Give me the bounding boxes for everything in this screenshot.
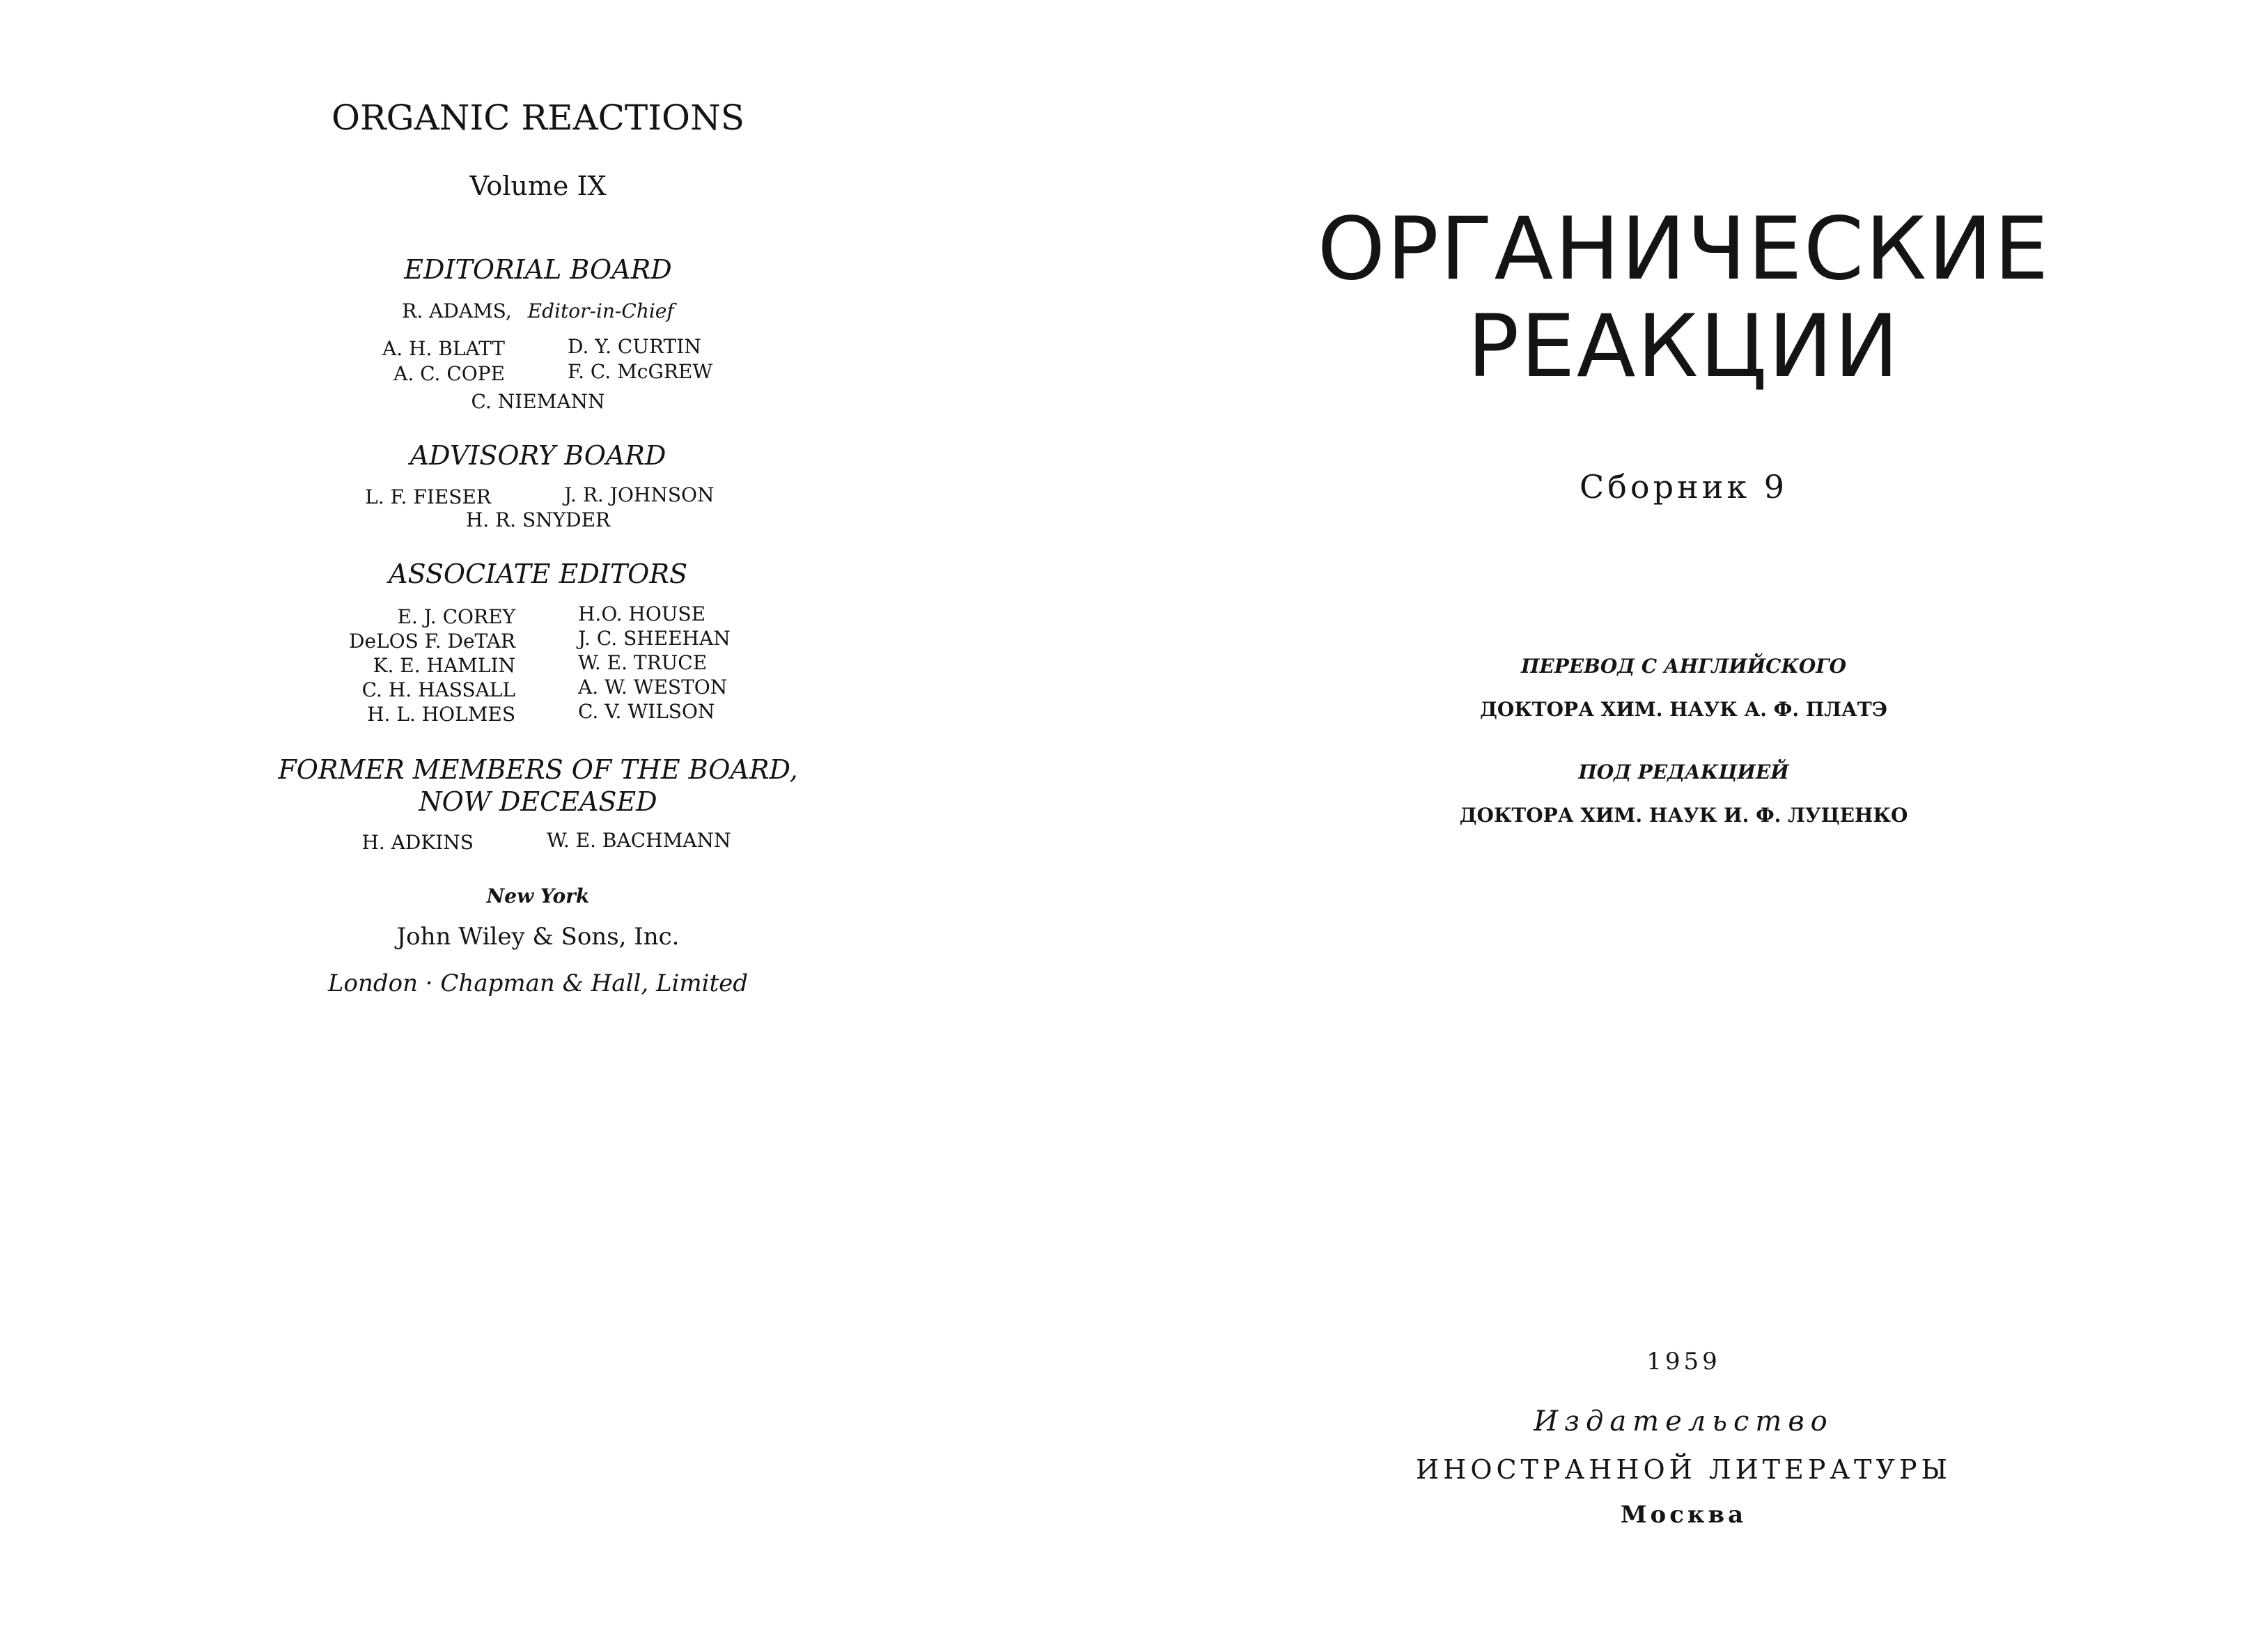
board-member-centered: C. NIEMANN xyxy=(471,390,605,413)
publisher-city-russian: Москва xyxy=(1620,1501,1747,1529)
volume-number: Volume IX xyxy=(469,171,607,201)
associate-editors-heading: ASSOCIATE EDITORS xyxy=(389,559,687,589)
former-members-heading-line1: FORMER MEMBERS OF THE BOARD, xyxy=(278,754,798,785)
publisher-london: London · Chapman & Hall, Limited xyxy=(327,969,749,997)
former-member: W. E. BACHMANN xyxy=(547,829,731,852)
editor-in-chief-name: R. ADAMS, xyxy=(402,299,512,322)
editor-in-chief-role: Editor-in-Chief xyxy=(527,299,674,322)
editor-in-chief-line xyxy=(0,299,1076,322)
editorial-board-right-column xyxy=(568,334,712,384)
associate-editor: C. H. HASSALL xyxy=(361,678,515,701)
publisher-name: John Wiley & Sons, Inc. xyxy=(396,923,680,951)
russian-volume: Сборник 9 xyxy=(1580,468,1788,506)
associate-editor: A. W. WESTON xyxy=(578,676,728,699)
advisory-member: L. F. FIESER xyxy=(365,485,491,508)
translation-label: ПЕРЕВОД С АНГЛИЙСКОГО xyxy=(1520,655,1847,678)
publisher-city: New York xyxy=(486,885,590,907)
board-member: D. Y. CURTIN xyxy=(568,335,701,358)
editor: ДОКТОРА ХИМ. НАУК И. Ф. ЛУЦЕНКО xyxy=(1459,804,1908,827)
associate-editors-left-column xyxy=(349,605,515,726)
associate-editor: C. V. WILSON xyxy=(578,700,715,723)
editorial-board-heading: EDITORIAL BOARD xyxy=(404,254,672,285)
board-member: A. H. BLATT xyxy=(382,337,505,360)
russian-title-page xyxy=(1121,0,2246,1652)
associate-editor: DeLOS F. DeTAR xyxy=(349,630,515,653)
publisher-house: ИНОСТРАННОЙ ЛИТЕРАТУРЫ xyxy=(1416,1454,1951,1485)
board-member: F. C. McGREW xyxy=(568,360,713,383)
russian-title-line2: РЕАКЦИИ xyxy=(1467,297,1901,397)
russian-title-line1: ОРГАНИЧЕСКИЕ xyxy=(1317,199,2050,299)
editorial-board-left-column xyxy=(382,336,505,387)
associate-editor: K. E. HAMLIN xyxy=(373,654,515,677)
associate-editors-right-column xyxy=(578,602,731,724)
associate-editor: H. L. HOLMES xyxy=(367,703,515,726)
advisory-member: J. R. JOHNSON xyxy=(564,483,715,506)
editor-label: ПОД РЕДАКЦИЕЙ xyxy=(1578,761,1789,784)
translator: ДОКТОРА ХИМ. НАУК А. Ф. ПЛАТЭ xyxy=(1480,698,1887,721)
advisory-member-centered: H. R. SNYDER xyxy=(465,508,611,531)
series-title: ORGANIC REACTIONS xyxy=(332,98,744,138)
russian-title xyxy=(1121,201,2246,396)
publication-year: 1959 xyxy=(1646,1348,1721,1376)
former-members-heading-line2: NOW DECEASED xyxy=(419,786,657,817)
publisher-label: Издательство xyxy=(1534,1405,1834,1437)
board-member: A. C. COPE xyxy=(393,362,505,385)
associate-editor: H.O. HOUSE xyxy=(578,602,706,625)
associate-editor: W. E. TRUCE xyxy=(578,651,708,674)
associate-editor: J. C. SHEEHAN xyxy=(578,627,731,650)
associate-editor: E. J. COREY xyxy=(397,605,515,628)
advisory-board-heading: ADVISORY BOARD xyxy=(410,440,666,471)
former-members-heading xyxy=(0,754,1076,818)
former-member: H. ADKINS xyxy=(361,831,474,854)
english-title-page xyxy=(0,0,1086,1652)
